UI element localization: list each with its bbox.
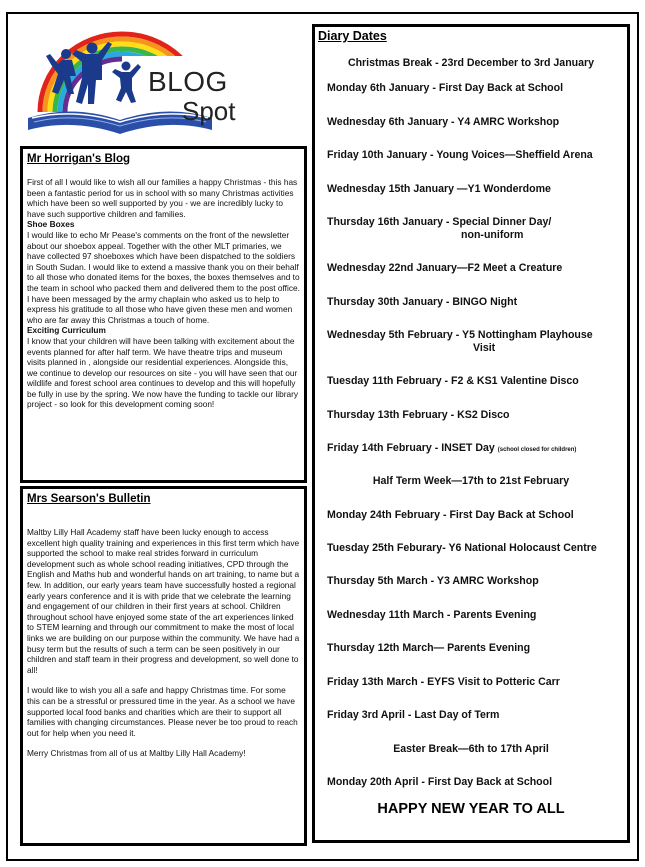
horrigan-blog-panel bbox=[20, 146, 307, 483]
diary-item: Monday 6th January - First Day Back at School bbox=[327, 82, 564, 94]
diary-item: Thursday 5th March - Y3 AMRC Workshop bbox=[327, 575, 539, 587]
diary-dates-panel bbox=[312, 24, 630, 843]
diary-item: Thursday 13th February - KS2 Disco bbox=[327, 409, 510, 421]
horrigan-blog-title: Mr Horrigan's Blog bbox=[27, 153, 131, 165]
blog-spot-logo bbox=[22, 26, 262, 138]
searson-paragraph-1: Maltby Lilly Hall Academy staff have been lucky enough to access excellent high quality training and experiences in this first term which have supported the school to make real strides forward in curriculum development such as whole school reading initiatives, CPD through the English and Maths hub and wonderful hands on art training, to name but a few. In addition, our early years team have successfully hosted a regional early years conference and it is with pride that we celebrate the learning and engagement of our children in their first years at school. Children throughout school have enjoyed some state of the art experiences linked to STEM learning and through our commitment to make the most of local links we are building on our purpose within the community. We have had a busy term but the results of such a term can be seen positively in our children and staff team in their progress and development, so well done to all! bbox=[27, 527, 300, 675]
diary-item: Wednesday 5th February - Y5 Nottingham Playhouse Visit bbox=[327, 329, 593, 354]
diary-item: Monday 20th April - First Day Back at School bbox=[327, 776, 553, 788]
logo-word-spot: Spot bbox=[182, 96, 236, 126]
diary-item: Tuesday 25th Feburary- Y6 National Holocaust Centre bbox=[327, 542, 597, 554]
shoe-boxes-heading: Shoe Boxes bbox=[27, 219, 75, 230]
searson-bulletin-body bbox=[27, 527, 300, 759]
diary-item: Christmas Break - 23rd December to 3rd January bbox=[347, 57, 595, 69]
happy-new-year-banner: HAPPY NEW YEAR TO ALL bbox=[377, 801, 565, 817]
diary-item: Wednesday 22nd January—F2 Meet a Creature bbox=[327, 262, 563, 274]
diary-dates-title: Diary Dates bbox=[318, 29, 387, 43]
diary-item: Wednesday 6th January - Y4 AMRC Workshop bbox=[327, 116, 560, 128]
diary-item: Half Term Week—17th to 21st February bbox=[372, 475, 570, 487]
diary-item: Tuesday 11th February - F2 & KS1 Valentine Disco bbox=[327, 375, 579, 387]
searson-bulletin-title: Mrs Searson's Bulletin bbox=[27, 493, 151, 505]
diary-item: Friday 14th February - INSET Day (school closed for children) bbox=[327, 442, 577, 454]
diary-item: Wednesday 15th January —Y1 Wonderdome bbox=[327, 183, 551, 195]
diary-item: Thursday 30th January - BINGO Night bbox=[327, 296, 518, 308]
diary-item: Friday 3rd April - Last Day of Term bbox=[327, 709, 500, 721]
diary-item: Friday 10th January - Young Voices—Sheffield Arena bbox=[327, 149, 593, 161]
horrigan-blog-body bbox=[27, 177, 300, 410]
searson-bulletin-panel bbox=[20, 486, 307, 846]
diary-item: Thursday 16th January - Special Dinner Day/ non-uniform bbox=[327, 216, 552, 241]
searson-paragraph-2: I would like to wish you all a safe and happy Christmas time. For some this can be a stressful or pressured time in the year. As a school we have supported local food banks and charities which are their to support all families with changing circumstances. Please never be too proud to reach out for help when you need it. bbox=[27, 685, 298, 738]
shoe-boxes-text: I would like to echo Mr Pease's comments on the front of the newsletter about our shoebox appeal. Together with the other MLT primaries, we have collected 97 shoeboxes which have been dispatched to the soldiers in South Sudan. I would like to extend a massive thank you on their behalf to all those who donated items for the boxes, the boxes themselves and to the team in school who packed them and delivered them to the post office. I have been messaged by the army chaplain who asked us to help to express his gratitude to all those who have given these men and women who are far away this Christmas a touch of home. bbox=[27, 229, 300, 325]
diary-item: Easter Break—6th to 17th April bbox=[393, 743, 549, 755]
diary-item: Wednesday 11th March - Parents Evening bbox=[327, 609, 537, 621]
searson-paragraph-3: Merry Christmas from all of us at Maltby Lilly Hall Academy! bbox=[27, 748, 246, 759]
logo-word-blog: BLOG bbox=[148, 66, 228, 97]
horrigan-intro: First of all I would like to wish all our families a happy Christmas - this has been a fantastic period for us in school with so many Christmas activities which have been so well supported by you - we are incredibly lucky to have such supportive children and families. bbox=[27, 177, 298, 219]
exciting-curriculum-heading: Exciting Curriculum bbox=[27, 325, 106, 336]
diary-item: Friday 13th March - EYFS Visit to Potteric Carr bbox=[327, 676, 560, 688]
diary-item: Thursday 12th March— Parents Evening bbox=[327, 642, 531, 654]
diary-item: Monday 24th February - First Day Back at School bbox=[327, 509, 574, 521]
exciting-curriculum-text: I know that your children will have been talking with excitement about the events planned for after half term. We have theatre trips and museum visits planned in , alongside our residential experiences. Alongside this, we continue to develop our resources on site - you will have seen that our wildlife and forest school area continues to develop and this will hopefully be fully in use by the spring. We now have the funding to tackle our library project - so look for this development coming soon! bbox=[27, 335, 299, 410]
